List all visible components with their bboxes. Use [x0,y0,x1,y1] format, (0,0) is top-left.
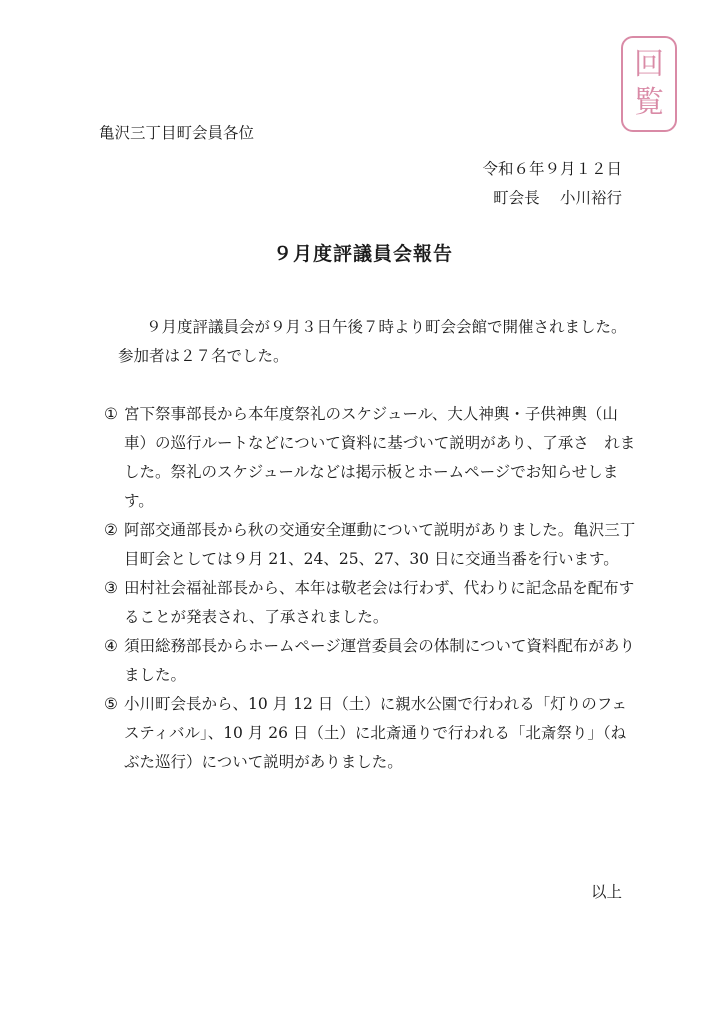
item-number: ④ [104,637,118,655]
item-number: ② [104,521,118,539]
item-text: 小川町会長から、10 月 12 日（土）に親水公園で行われる「灯りのフェスティバル」、10 月 26 日（土）に北斎通りで行われる「北斎祭り」（ねぶた巡行）について説明がありました。 [124,695,627,771]
item-text: 阿部交通部長から秋の交通安全運動について説明がありました。亀沢三丁目町会としては９月 21、24、25、27、30 日に交通当番を行います。 [124,521,636,568]
closing-remark: 以上 [590,883,622,901]
author-line: 町会長 小川裕行 [493,189,622,207]
addressee: 亀沢三丁目町会員各位 [99,124,255,142]
item-number: ⑤ [104,695,118,713]
document-date: 令和６年９月１２日 [482,160,622,178]
stamp-char-2: 覧 [634,85,664,120]
intro-paragraph: ９月度評議員会が９月３日午後７時より町会会館で開催されました。参加者は２７名でした。 [118,318,627,365]
item-text: 田村社会福祉部長から、本年は敬老会は行わず、代わりに記念品を配布することが発表され、了承されました。 [124,579,635,626]
list-item [104,690,638,777]
circulation-stamp [621,36,677,132]
item-text: 宮下祭事部長から本年度祭礼のスケジュール、大人神輿・子供神輿（山車）の巡行ルートなどについて資料に基づいて説明があり、了承さ れました。祭礼のスケジュールなどは掲示板とホームページでお知らせします。 [124,405,636,510]
document-title: ９月度評議員会報告 [272,243,453,265]
stamp-char-1: 回 [634,47,664,82]
list-item [104,400,638,516]
item-number: ① [104,405,118,423]
item-text: 須田総務部長からホームページ運営委員会の体制について資料配布がありました。 [124,637,635,684]
item-number: ③ [104,579,118,597]
report-items [104,400,638,777]
list-item [104,632,638,690]
list-item [104,574,638,632]
list-item [104,516,638,574]
